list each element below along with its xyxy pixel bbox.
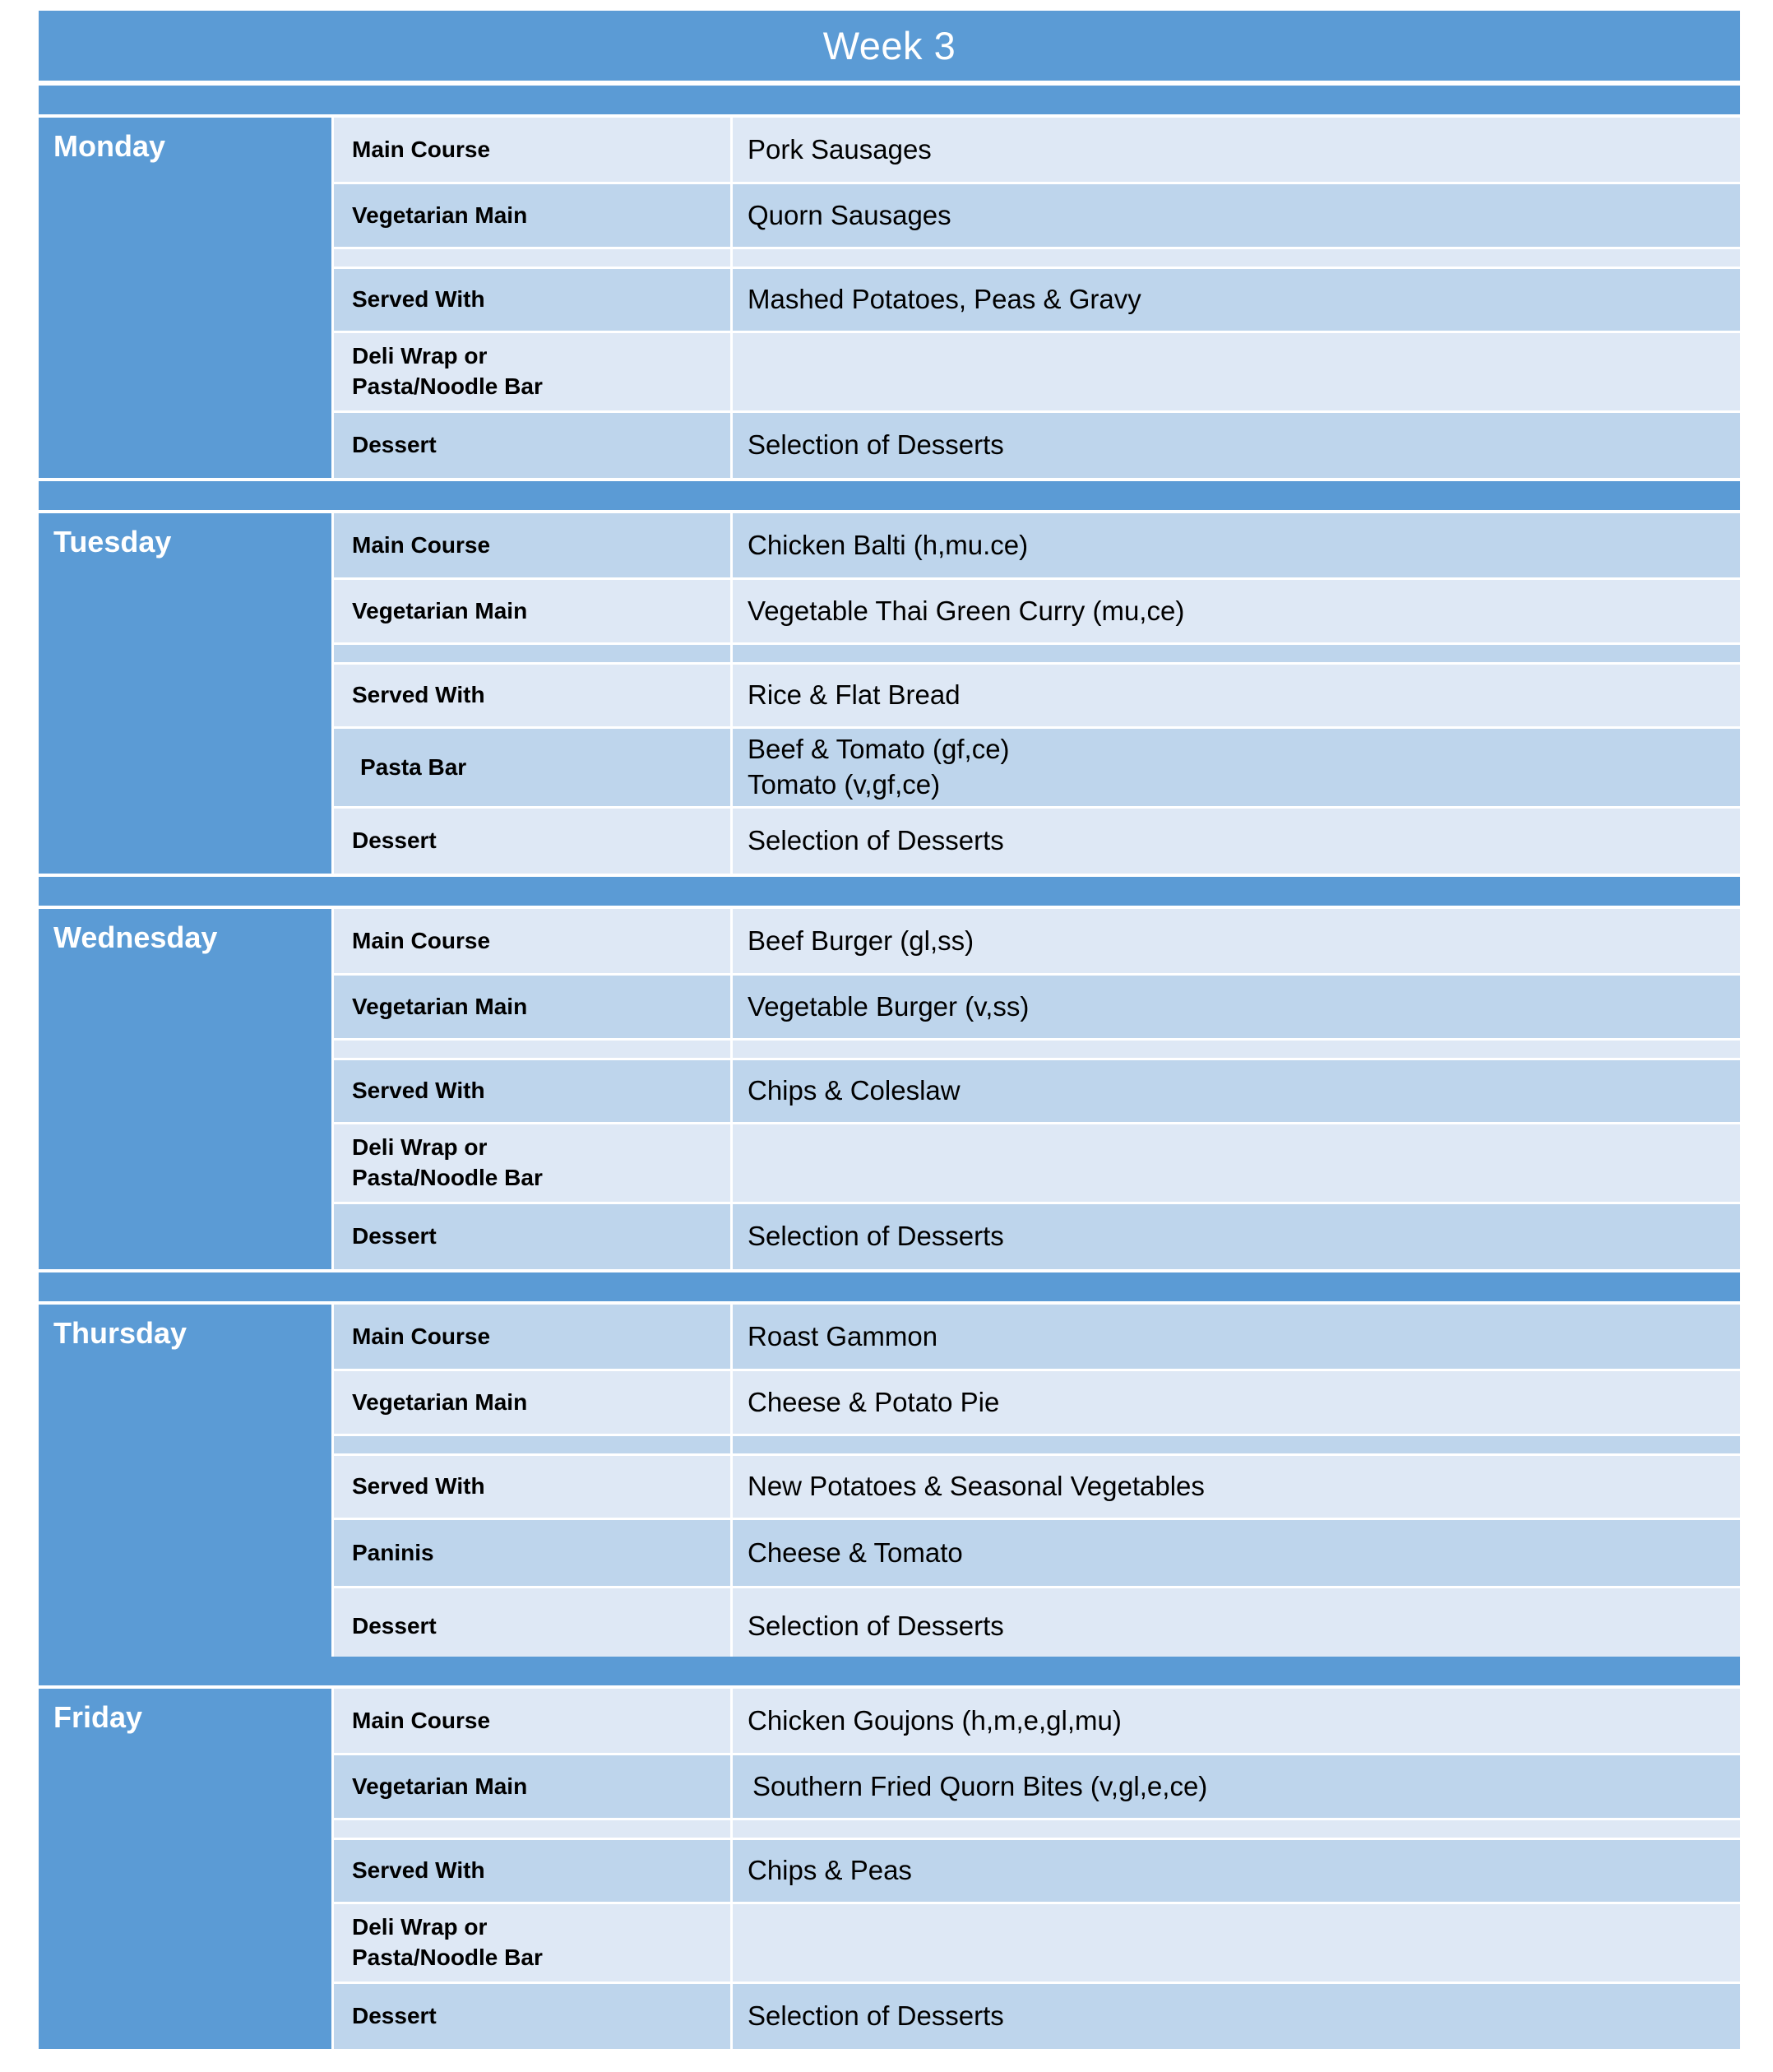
course-value-cell [733, 1124, 1740, 1202]
course-label-cell [334, 1124, 730, 1202]
course-label-cell [334, 1904, 730, 1982]
course-label-line-2: Pasta/Noodle Bar [352, 373, 543, 399]
course-value-cell [733, 729, 1740, 806]
menu-row [334, 333, 1740, 410]
course-value: Pork Sausages [748, 133, 932, 165]
course-value-cell [733, 1456, 1740, 1518]
course-label-cell [334, 1520, 730, 1586]
menu-row [334, 1840, 1740, 1902]
course-label: Deli Wrap or [352, 1134, 488, 1161]
course-value-line-2: Tomato (v,gf,ce) [748, 769, 941, 800]
course-label-cell [334, 1305, 730, 1369]
course-label-cell [334, 513, 730, 577]
course-label-cell [334, 645, 730, 662]
course-value: Selection of Desserts [748, 1221, 1004, 1252]
course-value: Selection of Desserts [748, 429, 1004, 461]
day-separator-band [39, 1272, 1740, 1301]
course-value: Quorn Sausages [748, 199, 951, 230]
course-label: Served With [352, 682, 485, 708]
course-label-cell [334, 333, 730, 410]
course-label-cell [334, 729, 730, 806]
menu-row [334, 1124, 1740, 1202]
course-label-cell [334, 269, 730, 331]
course-value-cell [733, 1904, 1740, 1982]
menu-row [334, 1305, 1740, 1369]
course-label-cell [334, 976, 730, 1038]
course-value-cell [733, 1204, 1740, 1269]
course-label: Served With [352, 1473, 485, 1500]
day-name-cell [39, 1689, 331, 2049]
menu-row [334, 1984, 1740, 2049]
course-value-cell [733, 1755, 1740, 1818]
menu-row [334, 1456, 1740, 1518]
day-section-wednesday [39, 909, 1740, 1269]
course-value: Chicken Goujons (h,m,e,gl,mu) [748, 1704, 1122, 1736]
day-section-thursday [39, 1305, 1740, 1665]
course-value-cell [733, 580, 1740, 642]
course-label-line-2: Pasta/Noodle Bar [352, 1165, 543, 1190]
course-value: Selection of Desserts [748, 1611, 1004, 1642]
course-value: Chicken Balti (h,mu.ce) [748, 529, 1029, 560]
course-value: Selection of Desserts [748, 825, 1004, 856]
day-name-cell [39, 1305, 331, 1665]
course-value: Cheese & Potato Pie [748, 1386, 1000, 1417]
course-value-cell [733, 1060, 1740, 1122]
course-label-cell [334, 1820, 730, 1838]
day-rows-column [334, 118, 1740, 480]
course-value-cell [733, 1840, 1740, 1902]
course-value: Vegetable Burger (v,ss) [748, 990, 1030, 1022]
menu-row [334, 976, 1740, 1038]
menu-row [334, 1204, 1740, 1269]
row-spacer [334, 249, 1740, 267]
course-label: Dessert [352, 1223, 437, 1249]
row-spacer [334, 1041, 1740, 1058]
menu-row [334, 665, 1740, 726]
course-label-cell [334, 1588, 730, 1665]
row-spacer [334, 645, 1740, 662]
course-label-cell [334, 665, 730, 726]
course-label-cell [334, 1456, 730, 1518]
course-value-cell [733, 333, 1740, 410]
day-name-label: Thursday [53, 1316, 187, 1350]
menu-row [334, 1755, 1740, 1818]
menu-row [334, 909, 1740, 973]
course-label: Vegetarian Main [352, 1773, 528, 1799]
day-name-cell [39, 513, 331, 874]
course-value-cell [733, 1689, 1740, 1753]
course-value-cell [733, 1984, 1740, 2049]
menu-row [334, 1520, 1740, 1586]
menu-row [334, 184, 1740, 247]
day-separator-band [39, 86, 1740, 114]
course-label: Vegetarian Main [352, 202, 528, 228]
day-name-cell [39, 118, 331, 478]
row-spacer [334, 1820, 1740, 1838]
course-label-cell [334, 118, 730, 182]
course-label-cell [334, 413, 730, 478]
day-separator-band [39, 877, 1740, 906]
course-value-cell [733, 1520, 1740, 1586]
course-value: Roast Gammon [748, 1320, 938, 1351]
course-label-cell [334, 184, 730, 247]
course-label: Main Course [352, 927, 491, 953]
course-value-cell [733, 249, 1740, 267]
course-value: Rice & Flat Bread [748, 679, 961, 711]
course-value: Cheese & Tomato [748, 1537, 963, 1568]
menu-row [334, 269, 1740, 331]
course-label-cell [334, 1371, 730, 1434]
course-label: Served With [352, 1857, 485, 1884]
course-label: Vegetarian Main [352, 1388, 528, 1415]
menu-row [334, 809, 1740, 874]
day-name-label: Friday [53, 1700, 143, 1734]
day-separator-band [39, 481, 1740, 510]
menu-row [334, 1689, 1740, 1753]
course-label: Served With [352, 286, 485, 313]
course-value: Chips & Coleslaw [748, 1075, 961, 1106]
day-name-label: Tuesday [53, 525, 172, 559]
course-label-cell [334, 1041, 730, 1058]
day-separator-band [39, 1657, 1740, 1685]
course-label: Main Course [352, 531, 491, 558]
menu-row [334, 1588, 1740, 1665]
course-label-cell [334, 1689, 730, 1753]
course-label-cell [334, 809, 730, 874]
course-label-cell [334, 909, 730, 973]
day-section-friday [39, 1689, 1740, 2049]
day-section-tuesday [39, 513, 1740, 874]
menu-row [334, 513, 1740, 577]
course-value-cell [733, 413, 1740, 478]
day-rows-column [334, 513, 1740, 876]
menu-row [334, 580, 1740, 642]
course-value: Beef Burger (gl,ss) [748, 925, 974, 956]
course-label: Dessert [352, 827, 437, 854]
course-value: Beef & Tomato (gf,ce) [748, 734, 1010, 765]
course-label-cell [334, 249, 730, 267]
course-label: Deli Wrap or [352, 1914, 488, 1940]
day-name-label: Wednesday [53, 920, 218, 954]
course-label: Dessert [352, 1613, 437, 1639]
course-label: Served With [352, 1078, 485, 1104]
course-label-cell [334, 1060, 730, 1122]
course-value-cell [733, 513, 1740, 577]
course-label: Main Course [352, 1323, 491, 1349]
course-label: Dessert [352, 2003, 437, 2029]
day-rows-column [334, 909, 1740, 1272]
course-label-cell [334, 1436, 730, 1453]
course-label-cell [334, 1840, 730, 1902]
course-label-cell [334, 1204, 730, 1269]
course-value: Vegetable Thai Green Curry (mu,ce) [748, 595, 1185, 626]
course-label-cell [334, 1755, 730, 1818]
course-value-cell [733, 1588, 1740, 1665]
course-value: Selection of Desserts [748, 2000, 1004, 2032]
menu-row [334, 1904, 1740, 1982]
menu-title-bar [39, 11, 1740, 81]
course-label: Vegetarian Main [352, 597, 528, 623]
menu-row [334, 413, 1740, 478]
course-label: Dessert [352, 432, 437, 458]
course-value-cell [733, 1041, 1740, 1058]
day-rows-column [334, 1305, 1740, 1667]
course-value-cell [733, 184, 1740, 247]
menu-row [334, 118, 1740, 182]
day-rows-column [334, 1689, 1740, 2051]
course-value: Chips & Peas [748, 1855, 912, 1886]
course-value-cell [733, 976, 1740, 1038]
menu-row [334, 1060, 1740, 1122]
course-value-cell [733, 909, 1740, 973]
course-value: Southern Fried Quorn Bites (v,gl,e,ce) [752, 1770, 1208, 1801]
course-value-cell [733, 269, 1740, 331]
course-label-cell [334, 1984, 730, 2049]
course-value-cell [733, 1371, 1740, 1434]
menu-row [334, 1371, 1740, 1434]
day-name-cell [39, 909, 331, 1269]
course-label: Deli Wrap or [352, 343, 488, 369]
course-value-cell [733, 1305, 1740, 1369]
course-value-cell [733, 1436, 1740, 1453]
page-title: Week 3 [822, 24, 956, 67]
course-value: Mashed Potatoes, Peas & Gravy [748, 284, 1141, 315]
course-label-line-2: Pasta/Noodle Bar [352, 1945, 543, 1970]
day-section-monday [39, 118, 1740, 478]
course-value-cell [733, 1820, 1740, 1838]
day-name-label: Monday [53, 129, 166, 163]
course-value-cell [733, 118, 1740, 182]
course-value-cell [733, 645, 1740, 662]
course-label: Main Course [352, 136, 491, 162]
course-label: Pasta Bar [360, 753, 467, 780]
menu-row [334, 729, 1740, 806]
course-value-cell [733, 665, 1740, 726]
row-spacer [334, 1436, 1740, 1453]
course-label: Paninis [352, 1539, 434, 1565]
course-label: Vegetarian Main [352, 993, 528, 1019]
course-label: Main Course [352, 1707, 491, 1733]
course-value-cell [733, 809, 1740, 874]
course-value: New Potatoes & Seasonal Vegetables [748, 1471, 1205, 1502]
course-label-cell [334, 580, 730, 642]
